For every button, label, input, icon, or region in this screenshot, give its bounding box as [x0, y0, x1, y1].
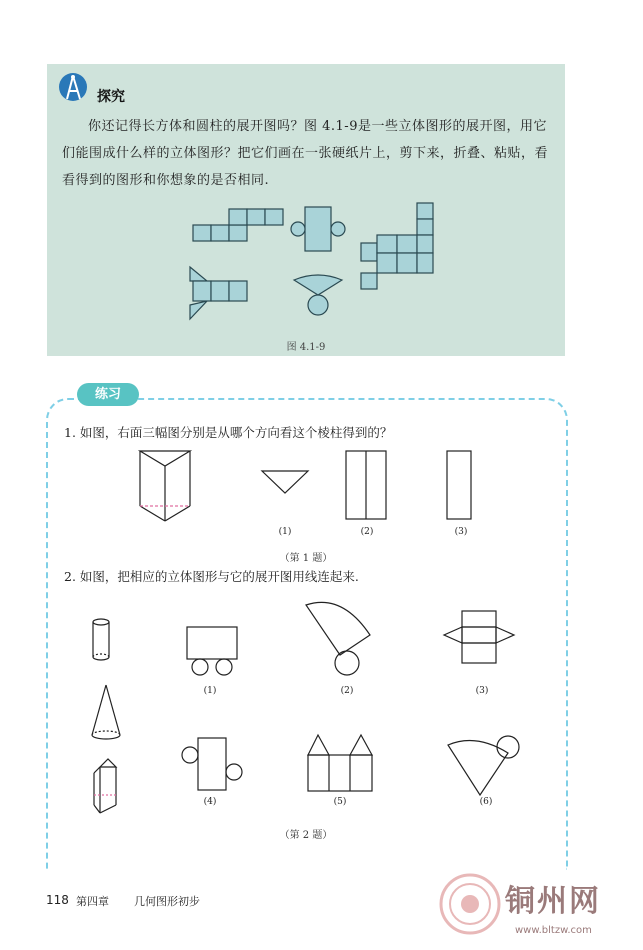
net-6-cone — [448, 736, 519, 795]
cylinder-solid — [93, 619, 109, 660]
triangular-prism — [140, 451, 190, 521]
cone-solid — [92, 685, 120, 739]
net-cone — [294, 275, 342, 315]
watermark-text: 铜州网 — [505, 884, 601, 919]
net-cuboid — [361, 203, 433, 289]
q1-label-3: (3) — [454, 527, 468, 537]
question-2-text: 2. 如图，把相应的立体图形与它的展开图用线连起来. — [64, 569, 359, 584]
page-number: 118 — [46, 893, 69, 907]
figure-caption: 图 4.1-9 — [286, 342, 326, 353]
question-1-text: 1. 如图，右面三幅图分别是从哪个方向看这个棱柱得到的？ — [64, 425, 393, 440]
watermark-url: www.bltzw.com — [515, 925, 592, 936]
section-label: 几何图形初步 — [134, 895, 200, 908]
pentagonal-prism-solid — [94, 759, 116, 813]
view-1-triangle — [262, 471, 308, 493]
net-4-cylinder — [182, 738, 242, 790]
watermark-seal-icon — [438, 872, 502, 936]
question-2-caption: （第 2 题） — [279, 830, 333, 841]
q2-label-6: (6) — [479, 797, 493, 807]
explore-paragraph: 你还记得长方体和圆柱的展开图吗？图 4.1-9是一些立体图形的展开图，用它们能围成什么样的立体图形？把它们画在一张硬纸片上，剪下来，折叠、粘贴，看看得到的图形和你想象的是否相同. — [62, 119, 549, 188]
net-staircase — [193, 209, 283, 241]
net-cylinder — [291, 207, 345, 251]
view-3-rectangle — [447, 451, 471, 519]
view-2-rectangles — [346, 451, 386, 519]
figure-4-1-9-nets — [47, 195, 565, 335]
q1-label-2: (2) — [360, 527, 374, 537]
q2-label-2: (2) — [340, 686, 354, 696]
q2-label-3: (3) — [475, 686, 489, 696]
net-triangular-prism — [190, 267, 247, 319]
net-1-rectangle-two-circles — [187, 627, 237, 675]
net-2-cone-fan — [306, 602, 370, 675]
net-5-pyramids — [308, 735, 372, 791]
q1-label-1: (1) — [278, 527, 292, 537]
q2-label-1: (1) — [203, 686, 217, 696]
compass-icon — [58, 72, 88, 102]
explore-title: 探究 — [97, 89, 125, 105]
question-1-caption: （第 1 题） — [279, 553, 333, 564]
q2-label-5: (5) — [333, 797, 347, 807]
net-3-prism — [444, 611, 514, 663]
q2-label-4: (4) — [203, 797, 217, 807]
chapter-label: 第四章 — [76, 895, 109, 908]
practice-tab-label: 练习 — [77, 383, 139, 406]
question-2-figures — [80, 595, 540, 825]
